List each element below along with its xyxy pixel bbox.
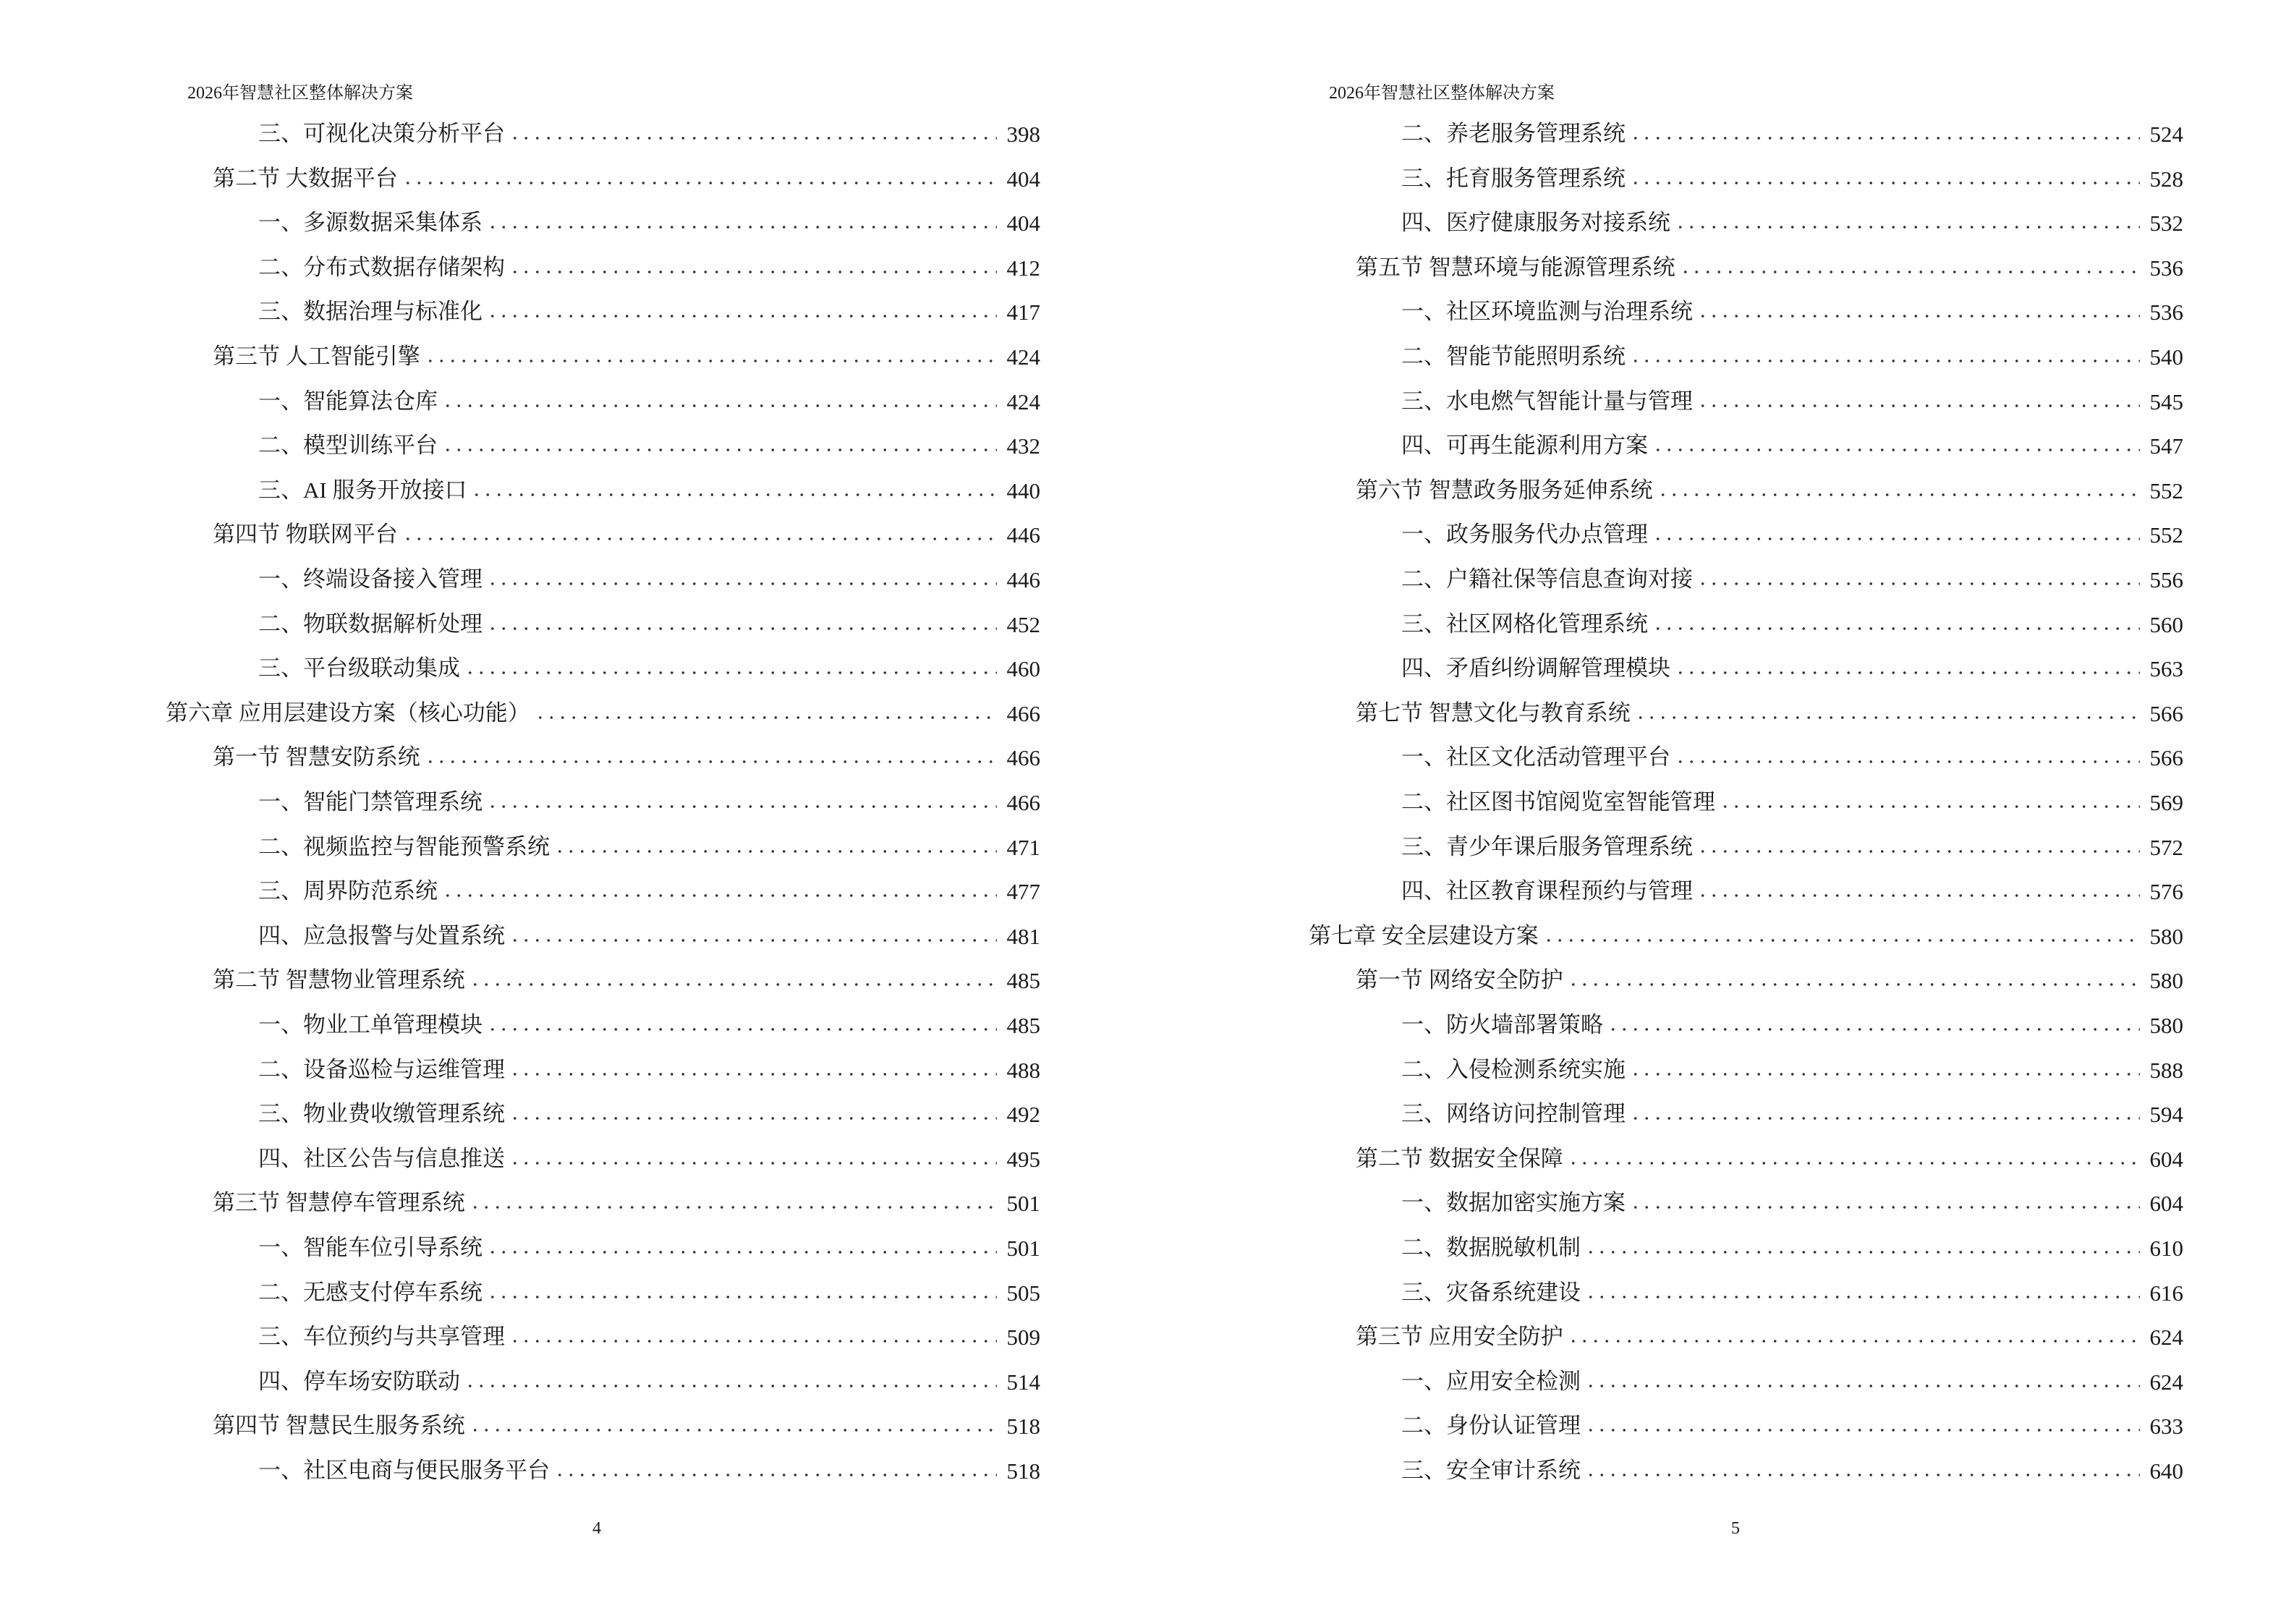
toc-entry[interactable]: [258, 294, 1040, 326]
toc-entry-title: 第六节 智慧政务服务延伸系统: [1356, 477, 1653, 503]
toc-entry[interactable]: [1401, 294, 2183, 326]
toc-entry[interactable]: [258, 1052, 1040, 1084]
dot-leader: [471, 492, 996, 498]
toc-entry-page: 518: [1006, 1458, 1040, 1484]
toc-entry-page: 524: [2149, 122, 2183, 147]
toc-entry-title: 第五节 智慧环境与能源管理系统: [1356, 254, 1675, 280]
toc-entry[interactable]: [1356, 962, 2183, 994]
toc-entry[interactable]: [1401, 516, 2183, 548]
toc-entry-page: 536: [2149, 299, 2183, 326]
toc-entry-page: 398: [1006, 122, 1040, 147]
toc-entry-page: 566: [2149, 700, 2183, 726]
toc-entry[interactable]: [258, 472, 1040, 504]
toc-entry[interactable]: [1401, 1052, 2183, 1084]
toc-entry-title: 第二节 智慧物业管理系统: [213, 967, 465, 993]
toc-entry-page: 633: [2149, 1413, 2183, 1440]
toc-entry-title: 四、医疗健康服务对接系统: [1401, 210, 1670, 236]
toc-entry-page: 616: [2149, 1280, 2183, 1306]
toc-entry[interactable]: [1401, 739, 2183, 771]
toc-entry[interactable]: [258, 1364, 1040, 1395]
toc-entry[interactable]: [258, 116, 1040, 148]
dot-leader: [1585, 1427, 2140, 1433]
dot-leader: [1652, 536, 2140, 542]
dot-leader: [1630, 358, 2140, 364]
toc-entry-page: 540: [2149, 344, 2183, 370]
toc-entry-title: 一、社区电商与便民服务平台: [258, 1458, 550, 1483]
toc-entry-title: 二、智能节能照明系统: [1401, 344, 1626, 369]
toc-entry-title: 二、数据脱敏机制: [1401, 1235, 1581, 1260]
dot-leader: [509, 135, 997, 141]
dot-leader: [1697, 893, 2140, 898]
dot-leader: [442, 403, 997, 409]
dot-leader: [509, 1160, 997, 1166]
toc-entry[interactable]: [213, 739, 1040, 771]
toc-entry-title: 四、可再生能源利用方案: [1401, 433, 1648, 459]
toc-entry[interactable]: [1401, 1007, 2183, 1039]
toc-entry[interactable]: [1401, 205, 2183, 237]
dot-leader: [509, 1071, 997, 1077]
dot-leader: [1697, 313, 2140, 319]
toc-entry[interactable]: [1401, 1185, 2183, 1217]
toc-entry[interactable]: [1401, 606, 2183, 638]
toc-entry[interactable]: [258, 1141, 1040, 1173]
dot-leader: [487, 804, 997, 809]
toc-entry-page: 505: [1006, 1280, 1040, 1306]
toc-entry-title: 四、应急报警与处置系统: [258, 922, 505, 948]
toc-entry[interactable]: [258, 1275, 1040, 1306]
dot-leader: [535, 715, 997, 720]
dot-leader: [1635, 715, 2140, 720]
toc-entry-page: 547: [2149, 433, 2183, 459]
toc-entry-page: 485: [1006, 968, 1040, 994]
dot-leader: [1568, 1338, 2140, 1344]
dot-leader: [1697, 849, 2140, 854]
toc-entry[interactable]: [1401, 784, 2183, 816]
toc-entry-page: 556: [2149, 567, 2183, 592]
toc-page-5: [1143, 0, 2286, 1624]
dot-leader: [402, 536, 997, 542]
dot-leader: [554, 1472, 997, 1478]
toc-entry[interactable]: [1401, 161, 2183, 192]
toc-entry-title: 四、矛盾纠纷调解管理模块: [1401, 655, 1670, 681]
toc-entry-page: 446: [1006, 522, 1040, 548]
toc-entry[interactable]: [258, 829, 1040, 861]
toc-entry[interactable]: [1356, 250, 2183, 281]
toc-entry-title: 一、智能算法仓库: [258, 388, 438, 414]
toc-entry-page: 566: [2149, 745, 2183, 771]
toc-entry-title: 二、模型训练平台: [258, 433, 438, 459]
toc-entry-title: 第四节 物联网平台: [213, 522, 398, 548]
toc-entry[interactable]: [1356, 695, 2183, 727]
toc-entry[interactable]: [258, 1230, 1040, 1262]
toc-entry-title: 二、无感支付停车系统: [258, 1279, 483, 1305]
toc-entry-title: 第三节 应用安全防护: [1356, 1324, 1563, 1350]
toc-entry[interactable]: [1401, 1364, 2183, 1395]
toc-entry[interactable]: [1309, 918, 2183, 950]
toc-entry[interactable]: [1356, 1141, 2183, 1173]
dot-leader: [469, 1204, 997, 1210]
toc-entry[interactable]: [213, 1185, 1040, 1217]
toc-entry-page: 545: [2149, 388, 2183, 414]
toc-entry-title: 三、车位预约与共享管理: [258, 1324, 505, 1350]
running-header: 2026年智慧社区整体解决方案: [187, 84, 413, 103]
toc-entry-title: 二、户籍社保等信息查询对接: [1401, 566, 1693, 592]
toc-entry[interactable]: [1401, 116, 2183, 148]
toc-entry[interactable]: [213, 516, 1040, 548]
toc-entry[interactable]: [213, 339, 1040, 370]
toc-entry-page: 501: [1006, 1191, 1040, 1217]
toc-entry[interactable]: [1401, 829, 2183, 861]
toc-entry[interactable]: [258, 250, 1040, 281]
toc-entry[interactable]: [258, 1096, 1040, 1128]
toc-entry-title: 四、社区教育课程预约与管理: [1401, 878, 1693, 904]
toc-entry-title: 一、应用安全检测: [1401, 1368, 1581, 1394]
toc-entry[interactable]: [1401, 1096, 2183, 1128]
toc-entry-page: 518: [1006, 1413, 1040, 1440]
toc-entry[interactable]: [258, 873, 1040, 905]
toc-entry[interactable]: [258, 205, 1040, 237]
toc-entry-page: 466: [1006, 745, 1040, 771]
toc-entry-title: 三、水电燃气智能计量与管理: [1401, 388, 1693, 414]
toc-entry-page: 481: [1006, 923, 1040, 949]
toc-entry[interactable]: [1401, 1453, 2183, 1484]
toc-entry-title: 二、入侵检测系统实施: [1401, 1056, 1626, 1082]
toc-entry-page: 412: [1006, 255, 1040, 281]
toc-entry-title: 四、社区公告与信息推送: [258, 1145, 505, 1171]
page-number: 4: [592, 1519, 601, 1538]
toc-entry-page: 440: [1006, 477, 1040, 503]
toc-entry-page: 417: [1006, 299, 1040, 326]
toc-entry-title: 三、网络访问控制管理: [1401, 1101, 1626, 1127]
toc-entry-title: 三、可视化决策分析平台: [258, 121, 505, 146]
toc-entry[interactable]: [258, 428, 1040, 459]
dot-leader: [1568, 1160, 2140, 1166]
toc-entry[interactable]: [258, 918, 1040, 950]
dot-leader: [1652, 447, 2140, 453]
dot-leader: [1543, 938, 2140, 943]
toc-entry[interactable]: [1401, 561, 2183, 593]
toc-entry-title: 一、智能车位引导系统: [258, 1235, 483, 1260]
toc-entry-title: 一、终端设备接入管理: [258, 566, 483, 592]
toc-entry-title: 二、视频监控与智能预警系统: [258, 833, 550, 859]
toc-entry-page: 477: [1006, 879, 1040, 905]
dot-leader: [425, 759, 997, 765]
toc-entry-page: 432: [1006, 433, 1040, 459]
dot-leader: [1630, 1115, 2140, 1121]
dot-leader: [1630, 135, 2140, 141]
toc-entry-page: 424: [1006, 388, 1040, 414]
page-number: 5: [1731, 1519, 1740, 1538]
running-header: 2026年智慧社区整体解决方案: [1329, 84, 1555, 103]
toc-entry-page: 404: [1006, 211, 1040, 237]
dot-leader: [487, 313, 997, 319]
toc-entry[interactable]: [258, 1007, 1040, 1039]
dot-leader: [442, 447, 997, 453]
toc-entry-title: 三、AI 服务开放接口: [258, 477, 467, 503]
dot-leader: [509, 1338, 997, 1344]
toc-entry-title: 三、托育服务管理系统: [1401, 165, 1626, 191]
toc-entry-title: 三、平台级联动集成: [258, 655, 460, 681]
toc-entry[interactable]: [258, 650, 1040, 682]
dot-leader: [1568, 982, 2140, 987]
toc-entry-page: 514: [1006, 1369, 1040, 1395]
toc-entry-title: 第一节 智慧安防系统: [213, 744, 420, 770]
toc-entry-title: 第二节 大数据平台: [213, 165, 398, 191]
dot-leader: [1585, 1383, 2140, 1389]
dot-leader: [1630, 1071, 2140, 1077]
toc-entry-page: 594: [2149, 1102, 2183, 1128]
toc-entry-title: 二、分布式数据存储架构: [258, 254, 505, 280]
toc-entry-page: 580: [2149, 923, 2183, 949]
toc-entry-title: 第七章 安全层建设方案: [1309, 922, 1539, 948]
toc-entry-page: 485: [1006, 1013, 1040, 1038]
dot-leader: [1697, 581, 2140, 587]
toc-entry-title: 一、防火墙部署策略: [1401, 1012, 1603, 1037]
toc-entry[interactable]: [213, 1408, 1040, 1440]
toc-entry[interactable]: [1401, 873, 2183, 905]
toc-entry-page: 492: [1006, 1102, 1040, 1128]
toc-entry-page: 640: [2149, 1458, 2183, 1484]
toc-entry-page: 424: [1006, 344, 1040, 370]
dot-leader: [464, 1383, 997, 1389]
toc-entry-page: 624: [2149, 1369, 2183, 1395]
dot-leader: [1680, 269, 2140, 275]
toc-entry-title: 三、数据治理与标准化: [258, 299, 483, 325]
toc-entry-page: 466: [1006, 790, 1040, 815]
toc-entry-page: 604: [2149, 1191, 2183, 1217]
toc-entry-title: 三、物业费收缴管理系统: [258, 1101, 505, 1127]
toc-entry[interactable]: [258, 383, 1040, 415]
toc-entry-title: 一、社区环境监测与治理系统: [1401, 299, 1693, 325]
dot-leader: [1657, 492, 2140, 498]
toc-entry-page: 446: [1006, 567, 1040, 592]
toc-entry-page: 576: [2149, 879, 2183, 905]
toc-entry[interactable]: [1401, 1230, 2183, 1262]
toc-entry-page: 552: [2149, 522, 2183, 548]
toc-entry-title: 一、物业工单管理模块: [258, 1012, 483, 1037]
dot-leader: [1585, 1472, 2140, 1478]
toc-entry[interactable]: [1401, 1275, 2183, 1306]
toc-entry-page: 488: [1006, 1057, 1040, 1083]
toc-entry-title: 第七节 智慧文化与教育系统: [1356, 700, 1631, 726]
dot-leader: [469, 1427, 997, 1433]
dot-leader: [1652, 626, 2140, 632]
toc-entry-page: 532: [2149, 211, 2183, 237]
toc-entry-page: 560: [2149, 611, 2183, 637]
toc-entry-page: 452: [1006, 611, 1040, 637]
toc-entry-title: 三、周界防范系统: [258, 878, 438, 904]
toc-entry[interactable]: [213, 962, 1040, 994]
dot-leader: [487, 626, 997, 632]
toc-entry-page: 404: [1006, 166, 1040, 192]
toc-entry[interactable]: [1356, 1319, 2183, 1351]
toc-entry-title: 二、社区图书馆阅览室智能管理: [1401, 789, 1715, 815]
dot-leader: [1630, 1204, 2140, 1210]
dot-leader: [487, 1249, 997, 1255]
dot-leader: [402, 180, 997, 186]
toc-entry-title: 一、社区文化活动管理平台: [1401, 744, 1670, 770]
toc-entry-page: 460: [1006, 656, 1040, 682]
toc-entry-page: 528: [2149, 166, 2183, 192]
dot-leader: [1675, 670, 2140, 676]
toc-entry-title: 三、安全审计系统: [1401, 1458, 1581, 1483]
dot-leader: [487, 224, 997, 230]
toc-entry-title: 二、身份认证管理: [1401, 1413, 1581, 1439]
toc-entry-page: 471: [1006, 834, 1040, 860]
toc-entry-title: 三、社区网格化管理系统: [1401, 611, 1648, 637]
dot-leader: [509, 1115, 997, 1121]
toc-entry[interactable]: [1356, 472, 2183, 504]
toc-entry-title: 二、设备巡检与运维管理: [258, 1056, 505, 1082]
toc-entry-page: 580: [2149, 1013, 2183, 1038]
toc-entry-title: 三、灾备系统建设: [1401, 1279, 1581, 1305]
toc-entry-title: 二、养老服务管理系统: [1401, 121, 1626, 146]
toc-entry[interactable]: [258, 784, 1040, 816]
toc-entry-page: 466: [1006, 700, 1040, 726]
dot-leader: [1607, 1026, 2140, 1032]
dot-leader: [509, 269, 997, 275]
toc-entry-title: 第四节 智慧民生服务系统: [213, 1413, 465, 1439]
dot-leader: [425, 358, 997, 364]
toc-entry-title: 第三节 智慧停车管理系统: [213, 1190, 465, 1216]
toc-entry-page: 624: [2149, 1325, 2183, 1351]
dot-leader: [1675, 224, 2140, 230]
toc-entry-title: 第二节 数据安全保障: [1356, 1145, 1563, 1171]
dot-leader: [554, 849, 997, 854]
toc-entry-title: 第三节 人工智能引擎: [213, 344, 420, 369]
toc-entry-page: 536: [2149, 255, 2183, 281]
toc-entry-title: 一、政务服务代办点管理: [1401, 522, 1648, 548]
dot-leader: [487, 1294, 997, 1300]
toc-entry-title: 一、数据加密实施方案: [1401, 1190, 1626, 1216]
toc-entry[interactable]: [1401, 1408, 2183, 1440]
dot-leader: [1585, 1249, 2140, 1255]
toc-entry-page: 509: [1006, 1325, 1040, 1351]
toc-entry-page: 495: [1006, 1146, 1040, 1172]
toc-entry-page: 572: [2149, 834, 2183, 860]
toc-entry-page: 604: [2149, 1146, 2183, 1172]
toc-entry[interactable]: [166, 695, 1040, 727]
toc-entry-title: 一、多源数据采集体系: [258, 210, 483, 236]
toc-entry[interactable]: [1401, 339, 2183, 370]
toc-entry-title: 第一节 网络安全防护: [1356, 967, 1563, 993]
dot-leader: [1585, 1294, 2140, 1300]
toc-entry-page: 552: [2149, 477, 2183, 503]
toc-entry-title: 第六章 应用层建设方案（核心功能）: [166, 700, 530, 726]
toc-entry-page: 588: [2149, 1057, 2183, 1083]
toc-entry[interactable]: [258, 606, 1040, 638]
dot-leader: [1630, 180, 2140, 186]
dot-leader: [1675, 759, 2140, 765]
toc-entry-title: 四、停车场安防联动: [258, 1368, 460, 1394]
dot-leader: [509, 938, 997, 943]
toc-entry-page: 569: [2149, 790, 2183, 815]
toc-entry[interactable]: [1401, 650, 2183, 682]
dot-leader: [487, 1026, 997, 1032]
toc-entry-page: 580: [2149, 968, 2183, 994]
toc-entry-page: 610: [2149, 1236, 2183, 1261]
toc-entry[interactable]: [213, 161, 1040, 192]
dot-leader: [1697, 403, 2140, 409]
dot-leader: [1720, 804, 2140, 809]
toc-entry-title: 三、青少年课后服务管理系统: [1401, 833, 1693, 859]
toc-entry[interactable]: [1401, 428, 2183, 459]
toc-entry-title: 一、智能门禁管理系统: [258, 789, 483, 815]
toc-entry-title: 二、物联数据解析处理: [258, 611, 483, 637]
toc-entry[interactable]: [258, 1319, 1040, 1351]
dot-leader: [442, 893, 997, 898]
dot-leader: [469, 982, 997, 987]
toc-entry-page: 501: [1006, 1236, 1040, 1261]
toc-entry[interactable]: [1401, 383, 2183, 415]
toc-entry[interactable]: [258, 561, 1040, 593]
dot-leader: [464, 670, 997, 676]
dot-leader: [487, 581, 997, 587]
toc-entry-page: 563: [2149, 656, 2183, 682]
toc-entry[interactable]: [258, 1453, 1040, 1484]
